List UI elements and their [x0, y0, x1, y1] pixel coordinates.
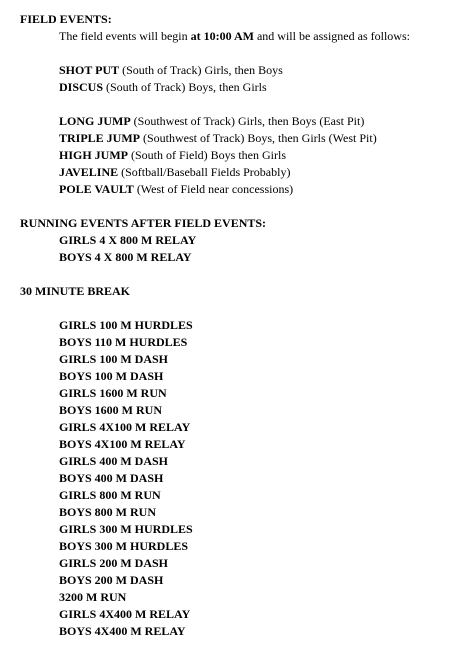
event-name: SHOT PUT — [59, 63, 120, 77]
running-event-item: GIRLS 1600 M RUN — [59, 386, 167, 400]
running-event-item: BOYS 4X400 M RELAY — [59, 624, 186, 638]
event-detail: (South of Track) Girls, then Boys — [119, 63, 283, 77]
running-event-item: GIRLS 4X100 M RELAY — [59, 420, 191, 434]
running-event-item: GIRLS 4X400 M RELAY — [59, 607, 191, 621]
running-event-item: BOYS 300 M HURDLES — [59, 539, 189, 553]
running-event-item: BOYS 100 M DASH — [59, 369, 164, 383]
running-event-item: GIRLS 4 X 800 M RELAY — [59, 233, 197, 247]
event-detail: (South of Field) Boys then Girls — [128, 148, 286, 162]
event-discus — [59, 80, 267, 94]
event-detail: (West of Field near concessions) — [133, 182, 294, 196]
running-event-item: GIRLS 400 M DASH — [59, 454, 169, 468]
event-pole-vault — [59, 182, 293, 196]
running-event-item: BOYS 4 X 800 M RELAY — [59, 250, 192, 264]
event-shot-put — [59, 63, 283, 77]
field-events-heading: FIELD EVENTS: — [20, 12, 112, 26]
break-heading: 30 MINUTE BREAK — [20, 284, 131, 298]
running-after-field-heading: RUNNING EVENTS AFTER FIELD EVENTS: — [20, 216, 267, 230]
field-events-intro — [59, 29, 410, 43]
running-event-item: 3200 M RUN — [59, 590, 127, 604]
event-name: DISCUS — [59, 80, 104, 94]
event-detail: (Softball/Baseball Fields Probably) — [118, 165, 291, 179]
running-event-item: GIRLS 300 M HURDLES — [59, 522, 193, 536]
running-event-item: BOYS 200 M DASH — [59, 573, 164, 587]
event-name: HIGH JUMP — [59, 148, 128, 162]
running-event-item: GIRLS 800 M RUN — [59, 488, 161, 502]
running-event-item: BOYS 400 M DASH — [59, 471, 164, 485]
event-name: POLE VAULT — [59, 182, 134, 196]
event-javeline — [59, 165, 290, 179]
event-detail: (Southwest of Track) Girls, then Boys (East Pit) — [130, 114, 365, 128]
running-event-item: BOYS 4X100 M RELAY — [59, 437, 186, 451]
event-name: JAVELINE — [59, 165, 119, 179]
event-high-jump — [59, 148, 286, 162]
intro-start-time: at 10:00 AM — [190, 29, 254, 43]
intro-after: and will be assigned as follows: — [253, 29, 410, 43]
running-event-item: GIRLS 200 M DASH — [59, 556, 169, 570]
running-event-item: GIRLS 100 M DASH — [59, 352, 169, 366]
running-event-item: BOYS 1600 M RUN — [59, 403, 163, 417]
event-name: TRIPLE JUMP — [59, 131, 140, 145]
running-event-item: BOYS 110 M HURDLES — [59, 335, 188, 349]
intro-before: The field events will begin — [59, 29, 191, 43]
event-detail: (South of Track) Boys, then Girls — [103, 80, 267, 94]
event-triple-jump — [59, 131, 377, 145]
running-event-item: GIRLS 100 M HURDLES — [59, 318, 193, 332]
event-long-jump — [59, 114, 364, 128]
running-event-item: BOYS 800 M RUN — [59, 505, 157, 519]
event-detail: (Southwest of Track) Boys, then Girls (West Pit) — [140, 131, 377, 145]
event-name: LONG JUMP — [59, 114, 131, 128]
